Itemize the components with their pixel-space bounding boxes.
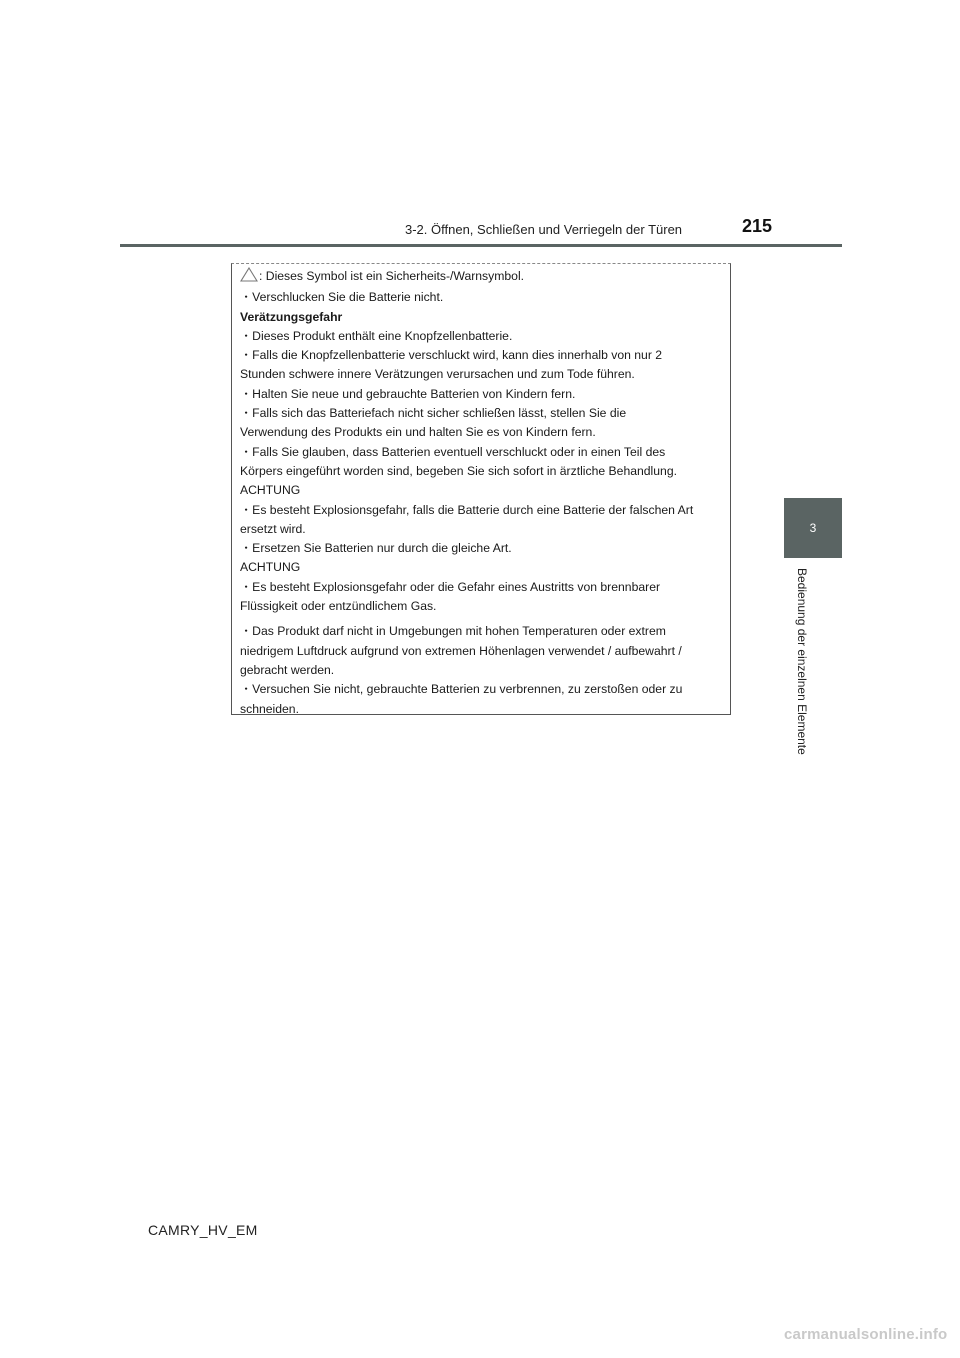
chapter-side-label: Bedienung der einzelnen Elemente — [795, 568, 809, 755]
warning-line: ・Ersetzen Sie Batterien nur durch die gleiche Art. — [240, 541, 512, 556]
watermark: carmanualsonline.info — [784, 1326, 948, 1343]
warning-line: Verwendung des Produkts ein und halten Sie es von Kindern fern. — [240, 425, 596, 440]
header-rule — [120, 244, 842, 247]
warning-line: Stunden schwere innere Verätzungen verursachen und zum Tode führen. — [240, 367, 635, 382]
caution-heading: ACHTUNG — [240, 483, 301, 498]
warning-line: schneiden. — [240, 701, 299, 716]
warning-line: ・Halten Sie neue und gebrauchte Batterien von Kindern fern. — [240, 386, 576, 401]
warning-triangle-icon — [240, 267, 258, 288]
chapter-tab — [784, 498, 842, 558]
chapter-number: 3 — [809, 521, 817, 535]
warning-line: ・Es besteht Explosionsgefahr oder die Gefahr eines Austritts von brennbarer — [240, 579, 661, 594]
warning-line: ・Falls Sie glauben, dass Batterien eventuell verschluckt oder in einen Teil des — [240, 444, 666, 459]
warning-line: ・Falls sich das Batteriefach nicht sicher schließen lässt, stellen Sie die — [240, 406, 627, 421]
warning-line: ・Falls die Knopfzellenbatterie verschluckt wird, kann dies innerhalb von nur 2 — [240, 348, 663, 363]
warning-symbol-line — [240, 267, 722, 288]
footer-model-code: CAMRY_HV_EM — [148, 1222, 258, 1238]
page-number: 215 — [742, 216, 773, 236]
warning-line: niedrigem Luftdruck aufgrund von extremen Höhenlagen verwendet / aufbewahrt / — [240, 643, 682, 658]
warning-line: gebracht werden. — [240, 662, 335, 677]
warning-line: Körpers eingeführt worden sind, begeben Sie sich sofort in ärztliche Behandlung. — [240, 463, 677, 478]
warning-line: Flüssigkeit oder entzündlichem Gas. — [240, 599, 437, 614]
warning-line: ・Das Produkt darf nicht in Umgebungen mit hohen Temperaturen oder extrem — [240, 624, 666, 639]
warning-line: ・Verschlucken Sie die Batterie nicht. — [240, 290, 444, 305]
header-section-title: 3-2. Öffnen, Schließen und Verriegeln der Türen — [405, 222, 683, 237]
warning-line: ・Es besteht Explosionsgefahr, falls die Batterie durch eine Batterie der falschen Art — [240, 502, 694, 517]
caution-heading: ACHTUNG — [240, 560, 301, 575]
warning-heading: Verätzungsgefahr — [240, 309, 343, 324]
warning-line: ・Dieses Produkt enthält eine Knopfzellenbatterie. — [240, 328, 513, 343]
warning-line: ・Versuchen Sie nicht, gebrauchte Batterien zu verbrennen, zu zerstoßen oder zu — [240, 682, 683, 697]
warning-line: ersetzt wird. — [240, 521, 306, 536]
warning-box — [231, 263, 731, 715]
warning-symbol-note: : Dieses Symbol ist ein Sicherheits-/Warnsymbol. — [259, 269, 525, 283]
